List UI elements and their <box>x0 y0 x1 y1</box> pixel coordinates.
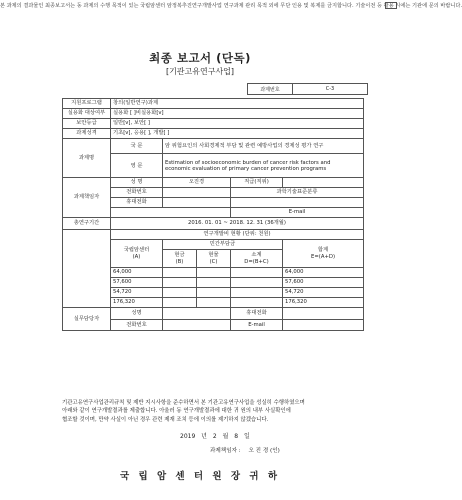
budget-row-ncc: 54,720 <box>111 288 163 298</box>
budget-ncc-sub: (A) <box>132 253 141 260</box>
budget-row-sub <box>231 288 283 298</box>
researcher-mobile-value <box>163 198 231 208</box>
staff-phone-label: 전화번호 <box>111 319 163 331</box>
budget-total-header <box>283 240 364 268</box>
budget-left-blank <box>63 230 111 308</box>
confidentiality-notice: 본 과제의 결과물인 최종보고서는 동 과제의 수행 목적이 있는 국립암센터 암정복추진연구개발사업 연구과제 관리 목적 외에 무단 인용 및 복제를 금지합니다. 기술이전 등 활용 시에는 기관에 문의 바랍니다. <box>0 3 462 9</box>
budget-total-label: 합계 <box>317 247 329 254</box>
researcher-position-value <box>283 178 364 188</box>
signer <box>210 446 280 454</box>
budget-private-label: 민간부담금 <box>163 240 283 250</box>
declaration-text <box>62 399 363 424</box>
period-label: 총연구기간 <box>63 218 111 230</box>
task-en-line-1: Estimation of socioeconomic burden of cancer risk factors and <box>165 159 331 166</box>
researcher-email-label: E-mail <box>231 208 364 218</box>
report-form-table <box>62 98 364 331</box>
staff-email-label: E-mail <box>231 319 283 331</box>
researcher-phone-label: 전화번호 <box>111 188 163 198</box>
researcher-mobile-label: 휴대전화 <box>111 198 163 208</box>
program-value: 창의(일반연구)과제 <box>111 99 364 109</box>
staff-mobile-label: 휴대전화 <box>231 308 283 320</box>
budget-row-kind <box>197 268 231 278</box>
budget-kind-sub: (C) <box>209 258 218 265</box>
researcher-phone-value <box>163 188 231 198</box>
submission-date: 2019 년 2 월 8 일 <box>180 433 250 440</box>
task-en-label: 영 문 <box>111 154 163 178</box>
budget-row-cash <box>163 268 197 278</box>
budget-row-sub <box>231 278 283 288</box>
declaration-line-3: 협조할 것이며, 만약 사실이 아닌 경우 관련 제재 조치 등에 이의를 제기하지 않겠습니다. <box>62 416 269 423</box>
period-value: 2016. 01. 01 ~ 2018. 12. 31 (36개월) <box>111 218 364 230</box>
budget-row-kind <box>197 278 231 288</box>
budget-row-ncc: 64,000 <box>111 268 163 278</box>
budget-row-kind <box>197 298 231 308</box>
task-en-line-2: economic evaluation of primary cancer prevention programs <box>165 165 327 172</box>
program-label: 지원프로그램 <box>63 99 111 109</box>
budget-subtotal-sub: D=(B+C) <box>244 258 269 265</box>
task-name-label: 과제명 <box>63 139 111 178</box>
staff-name-value <box>163 308 231 320</box>
budget-row-total: 57,600 <box>283 278 364 288</box>
task-en-value <box>163 154 364 178</box>
researcher-position-label: 직급(직위) <box>231 178 283 188</box>
doc-number-table <box>247 83 368 95</box>
researcher-name-label: 성 명 <box>111 178 163 188</box>
researcher-name-value: 오진경 <box>163 178 231 188</box>
practical-value: 실용화 [ ]비실용화[v] <box>111 109 364 119</box>
staff-name-label: 성명 <box>111 308 163 320</box>
report-title: 최종 보고서 (단독) <box>149 51 251 65</box>
task-ko-value: 암 위험요인의 사회경제적 부담 및 관련 예방사업의 경제성 평가 연구 <box>163 139 364 154</box>
staff-email-value <box>283 319 364 331</box>
budget-row-kind <box>197 288 231 298</box>
budget-total-sub: E=(A+D) <box>310 253 336 260</box>
budget-row-cash <box>163 298 197 308</box>
signer-label: 과제책임자 : <box>210 448 241 454</box>
budget-ncc-header <box>111 240 163 268</box>
budget-ncc-label: 국립암센터 <box>123 247 150 254</box>
declaration-line-2: 아래와 같이 연구개발결과를 제출합니다. 아울러 동 연구개발결과에 대한 귀 원의 내부 사실확인에 <box>62 408 291 415</box>
budget-row-total: 176,320 <box>283 298 364 308</box>
budget-cash-header <box>163 250 197 268</box>
budget-cash-label: 현금 <box>174 252 185 259</box>
budget-kind-header <box>197 250 231 268</box>
researcher-label: 과제책임자 <box>63 178 111 218</box>
character-value: 기초[v], 응용[ ], 개발[ ] <box>111 129 364 139</box>
budget-row-ncc: 57,600 <box>111 278 163 288</box>
budget-subtotal-header <box>231 250 283 268</box>
budget-cash-sub: (B) <box>175 258 184 265</box>
task-ko-label: 국 문 <box>111 139 163 154</box>
budget-subtotal-label: 소계 <box>251 252 262 259</box>
researcher-extra-blank <box>111 208 231 218</box>
budget-row-total: 64,000 <box>283 268 364 278</box>
recipient-institution: 국 립 암 센 터 원 장 귀 하 <box>119 471 281 482</box>
practical-label: 실용화 대상여부 <box>63 109 111 119</box>
security-label: 보안등급 <box>63 119 111 129</box>
doc-number-value: C-3 <box>293 84 368 95</box>
staff-mobile-value <box>283 308 364 320</box>
stamp-box <box>385 2 397 9</box>
researcher-major-value <box>231 198 364 208</box>
budget-kind-label: 현물 <box>208 252 219 259</box>
signer-name: 오 진 경 (인) <box>248 448 280 454</box>
staff-label: 실무담당자 <box>63 308 111 331</box>
security-value: 일반[v], 보안[ ] <box>111 119 364 129</box>
doc-number-label: 과제번호 <box>248 84 293 95</box>
declaration-line-1: 기관고유연구사업관리규칙 및 제반 지시사항을 준수하면서 본 기관고유연구사업을 성실히 수행하였으며 <box>62 400 305 406</box>
report-subtitle: [기관고유연구사업] <box>165 67 235 76</box>
researcher-major-label: 과학기술표준분류 <box>231 188 364 198</box>
staff-phone-value <box>163 319 231 331</box>
character-label: 과제성격 <box>63 129 111 139</box>
budget-row-sub <box>231 268 283 278</box>
budget-row-cash <box>163 288 197 298</box>
budget-caption: 연구개발비 현황 (단위: 천원) <box>111 230 364 240</box>
budget-row-ncc: 176,320 <box>111 298 163 308</box>
budget-row-sub <box>231 298 283 308</box>
budget-row-total: 54,720 <box>283 288 364 298</box>
budget-row-cash <box>163 278 197 288</box>
